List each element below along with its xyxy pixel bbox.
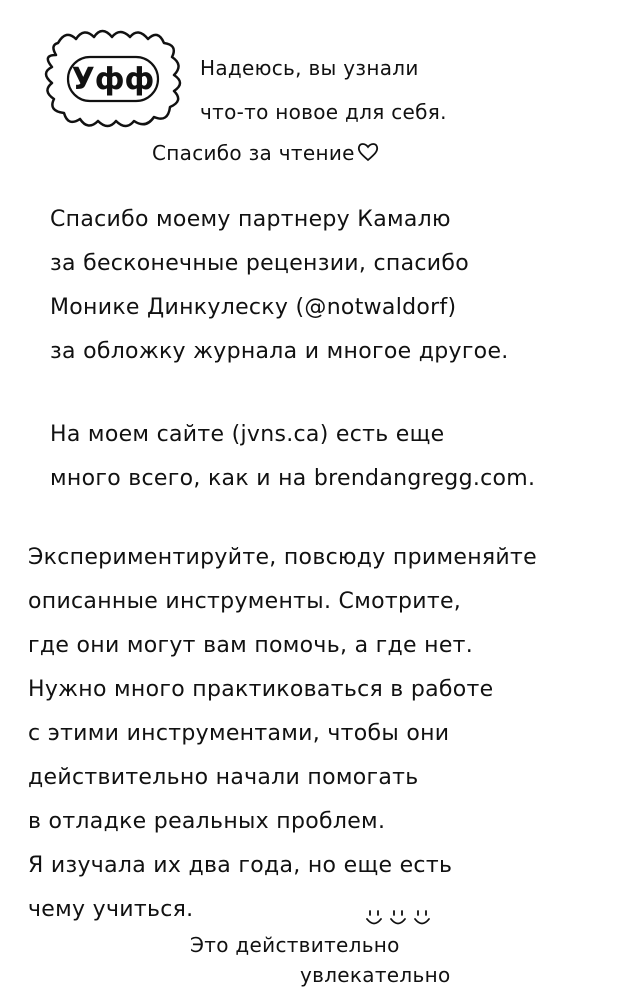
intro-line-1: Надеюсь, вы узнали: [200, 56, 419, 80]
advice-line-9: чему учиться.: [28, 897, 194, 922]
intro-line-3-wrap: [152, 140, 379, 168]
closing-line-2: увлекательно: [300, 963, 451, 987]
thanks-line-2: за бесконечные рецензии, спасибо: [50, 251, 469, 276]
closing-line-1: Это действительно: [190, 933, 400, 957]
intro-line-2: что-то новое для себя.: [200, 100, 447, 124]
smiley-faces-icon: [364, 908, 434, 930]
badge-label: Уфф: [71, 61, 155, 97]
site-line-1: На моем сайте (jvns.ca) есть еще: [50, 422, 445, 447]
advice-line-7: в отладке реальных проблем.: [28, 809, 386, 834]
advice-line-4: Нужно много практиковаться в работе: [28, 677, 494, 702]
advice-line-1: Экспериментируйте, повсюду применяйте: [28, 545, 537, 570]
thanks-line-3: Монике Динкулеску (@notwaldorf): [50, 295, 457, 320]
thanks-line-1: Спасибо моему партнеру Камалю: [50, 207, 451, 232]
intro-line-3: Спасибо за чтение: [152, 141, 355, 165]
advice-line-6: действительно начали помогать: [28, 765, 419, 790]
advice-line-8: Я изучала их два года, но еще есть: [28, 853, 453, 878]
advice-line-5: с этими инструментами, чтобы они: [28, 721, 450, 746]
thanks-line-4: за обложку журнала и многое другое.: [50, 339, 509, 364]
advice-line-2: описанные инструменты. Смотрите,: [28, 589, 462, 614]
site-line-2: много всего, как и на brendangregg.com.: [50, 466, 536, 491]
heart-icon: [357, 142, 379, 168]
uff-badge: [38, 25, 188, 133]
advice-line-3: где они могут вам помочь, а где нет.: [28, 633, 474, 658]
